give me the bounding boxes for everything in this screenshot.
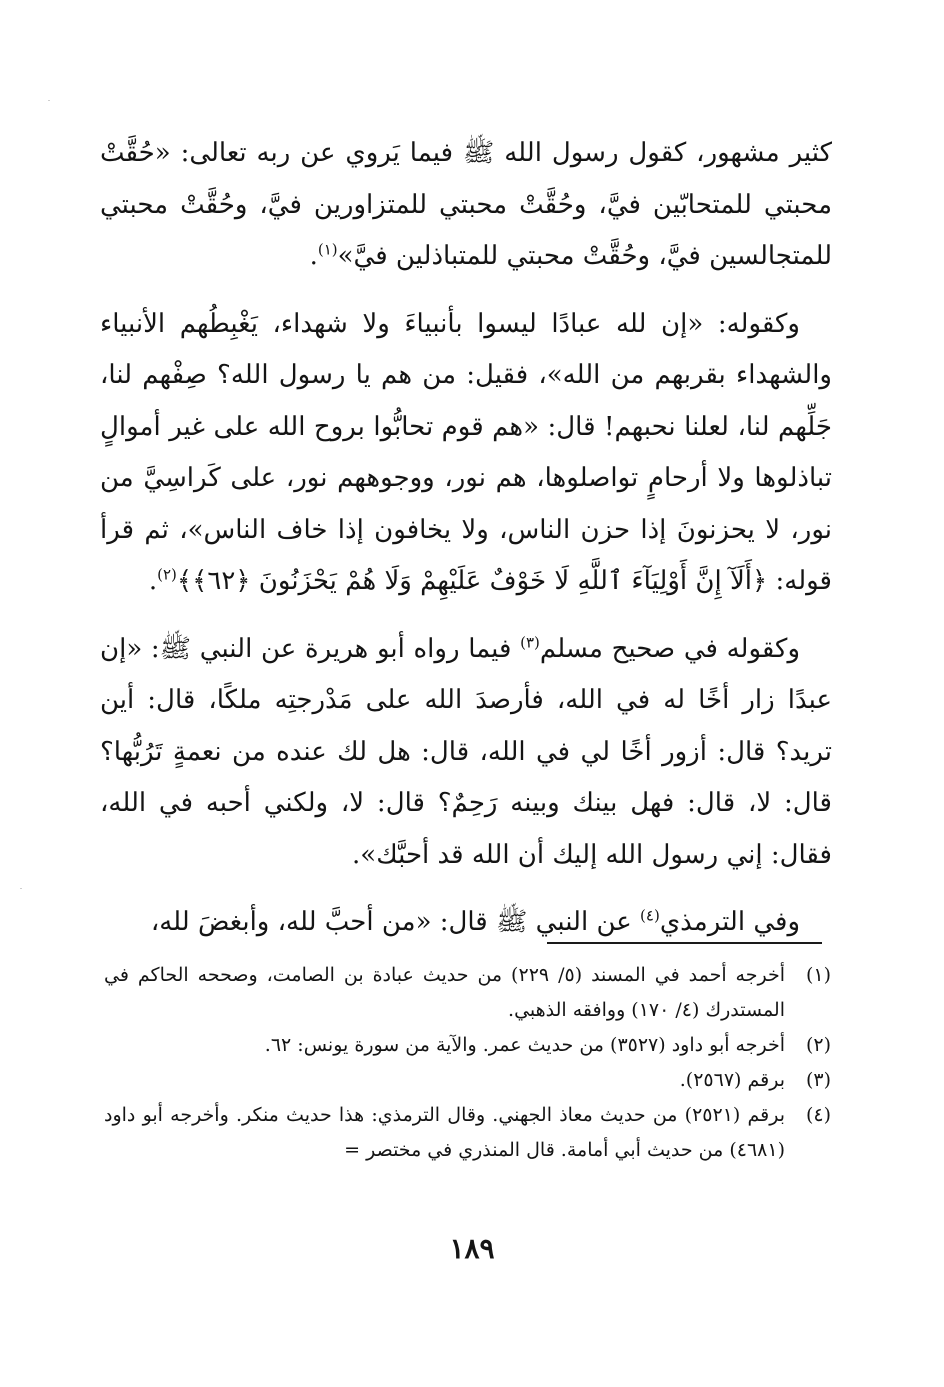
paragraph [100, 897, 832, 949]
paragraph-tail: . [148, 566, 158, 596]
paragraph-text: وكقوله: «إن لله عبادًا ليسوا بأنبياءَ ولا شهداء، يَغْبِطُهم الأنبياء والشهداء بقربهم من الله»، فقيل: من هم يا رسول الله؟ صِفْهم لنا، جَلِّهم لنا، لعلنا نحبهم! قال: «هم قوم تحابُّوا بروح الله على غير أموالٍ تباذلوها ولا أرحامٍ تواصلوها، هم نور، ووجوههم نور، على كَراسِيَّ من نور، لا يحزنونَ إذا حزن الناس، ولا يخافون إذا خاف الناس»، ثم قرأ قوله: ﴿أَلَآ إِنَّ أَوْلِيَآءَ ٱللَّهِ لَا خَوْفٌ عَلَيْهِمْ وَلَا هُمْ يَحْزَنُونَ ﴿٦٢﴾﴾ [100, 308, 832, 596]
footnote-text: برقم (٢٥٦٧). [679, 1069, 785, 1091]
margin-tick-left [20, 888, 22, 889]
footnote-number: (١) [805, 964, 831, 986]
footnote-divider [547, 942, 822, 944]
paragraph-text: وفي الترمذي [659, 907, 800, 937]
footnote-ref: (١) [317, 240, 338, 259]
footnote-number: (٣) [805, 1069, 831, 1091]
paragraph-tail: فيما رواه أبو هريرة عن النبي ﷺ: «إن عبدًا زار أخًا له في الله، فأرصدَ الله على مَدْرجتِه ملكًا، قال: أين تريد؟ قال: أزور أخًا لي في الله، قال: هل لك عنده من نعمةٍ تَرُبُّها؟ قال: لا، قال: فهل بينك وبينه رَحِمٌ؟ قال: لا، ولكني أحبه في الله، فقال: إني رسول الله إليك أن الله قد أحبَّك». [100, 633, 832, 870]
page-number: ١٨٩ [449, 1232, 495, 1265]
footnote-text: أخرجه أحمد في المسند (٥/ ٢٢٩) من حديث عبادة بن الصامت، وصححه الحاكم في المستدرك (٤/ ١٧٠) ووافقه الذهبي. [104, 964, 785, 1021]
footnote [104, 958, 831, 1028]
margin-tick-top [48, 100, 50, 101]
footnotes [104, 958, 831, 1168]
footnote-ref: (٢) [157, 565, 177, 584]
footnote-ref: (٣) [520, 632, 540, 651]
main-text [100, 128, 832, 949]
footnote-text: برقم (٢٥٢١) من حديث معاذ الجهني. وقال الترمذي: هذا حديث منكر. وأخرجه أبو داود (٤٦٨١) من حديث أبي أمامة. قال المنذري في مختصر = [104, 1104, 786, 1161]
paragraph-text: كثير مشهور، كقول رسول الله ﷺ فيما يَروي عن ربه تعالى: «حُقَّتْ محبتي للمتحابّين فيَّ، وحُقَّتْ محبتي للمتزاورين فيَّ، وحُقَّتْ محبتي للمتجالسين فيَّ، وحُقَّتْ محبتي للمتباذلين فيَّ» [100, 138, 832, 271]
footnote [104, 1028, 831, 1063]
footnote [104, 1098, 831, 1168]
paragraph-text: وكقوله في صحيح مسلم [539, 633, 800, 664]
paragraph-tail: . [309, 241, 318, 271]
footnote [104, 1063, 831, 1098]
paragraph-tail: عن النبي ﷺ قال: «من أحبَّ لله، وأبغضَ لله، [150, 907, 641, 937]
footnote-number: (٤) [805, 1104, 831, 1126]
footnote-ref: (٤) [640, 906, 660, 925]
paragraph [100, 299, 832, 608]
paragraph [100, 624, 832, 882]
paragraph [100, 128, 832, 283]
footnote-number: (٢) [805, 1034, 831, 1056]
footnote-text: أخرجه أبو داود (٣٥٢٧) من حديث عمر. والآية من سورة يونس: ٦٢. [264, 1034, 785, 1056]
